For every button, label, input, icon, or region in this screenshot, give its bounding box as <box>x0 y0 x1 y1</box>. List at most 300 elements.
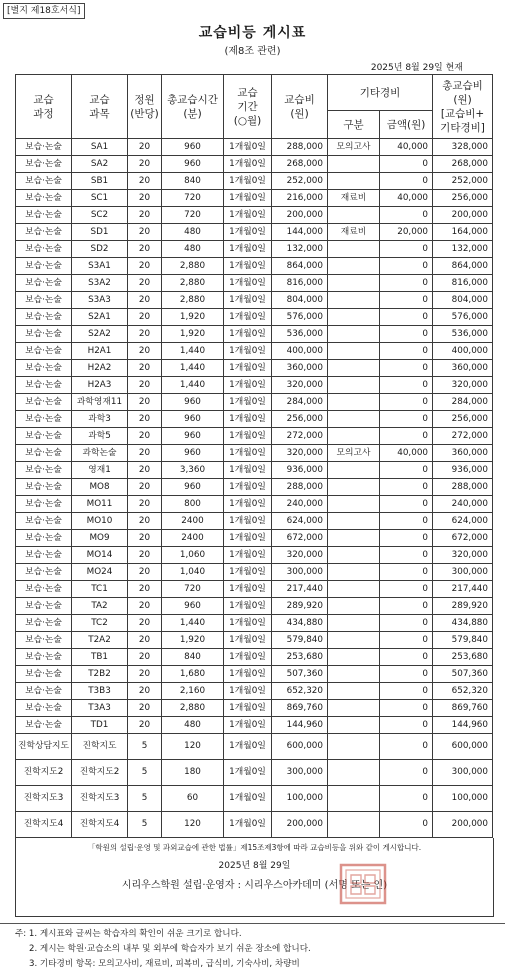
cell-subject: TC1 <box>72 581 128 598</box>
cell-capacity: 20 <box>128 411 162 428</box>
cell-total: 200,000 <box>433 812 493 838</box>
cell-period: 1개월0일 <box>224 717 272 734</box>
table-row <box>16 513 493 530</box>
cell-capacity: 20 <box>128 666 162 683</box>
table-row <box>16 224 493 241</box>
cell-fee: 200,000 <box>272 812 328 838</box>
cell-other-amount: 0 <box>380 683 433 700</box>
cell-total-time: 1,920 <box>162 326 224 343</box>
cell-other-amount: 0 <box>380 326 433 343</box>
cell-other-amount: 0 <box>380 734 433 760</box>
cell-other-type <box>328 615 380 632</box>
cell-other-type: 모의고사 <box>328 445 380 462</box>
cell-capacity: 20 <box>128 360 162 377</box>
table-row <box>16 411 493 428</box>
cell-fee: 869,760 <box>272 700 328 717</box>
cell-capacity: 20 <box>128 479 162 496</box>
cell-period: 1개월0일 <box>224 581 272 598</box>
cell-capacity: 20 <box>128 717 162 734</box>
cell-course: 보습·논술 <box>16 666 72 683</box>
table-row <box>16 615 493 632</box>
cell-subject: 진학지도4 <box>72 812 128 838</box>
cell-course: 보습·논술 <box>16 139 72 156</box>
cell-capacity: 20 <box>128 292 162 309</box>
cell-total-time: 800 <box>162 496 224 513</box>
cell-subject: MO24 <box>72 564 128 581</box>
cell-other-amount: 0 <box>380 632 433 649</box>
cell-other-amount: 0 <box>380 309 433 326</box>
cell-total: 652,320 <box>433 683 493 700</box>
cell-total: 672,000 <box>433 530 493 547</box>
cell-other-amount: 0 <box>380 598 433 615</box>
cell-total: 300,000 <box>433 564 493 581</box>
cell-total: 360,000 <box>433 445 493 462</box>
cell-other-type <box>328 649 380 666</box>
cell-total-time: 960 <box>162 445 224 462</box>
cell-other-type: 모의고사 <box>328 139 380 156</box>
table-row <box>16 292 493 309</box>
cell-other-amount: 0 <box>380 649 433 666</box>
signer-line: 시리우스학원 설립·운영자 : 시리우스아카데미 (서명 또는 인) <box>121 880 388 891</box>
cell-period: 1개월0일 <box>224 173 272 190</box>
cell-capacity: 20 <box>128 309 162 326</box>
cell-other-amount: 20,000 <box>380 224 433 241</box>
cell-total: 164,000 <box>433 224 493 241</box>
cell-total: 434,880 <box>433 615 493 632</box>
cell-total-time: 1,440 <box>162 360 224 377</box>
cell-total: 284,000 <box>433 394 493 411</box>
cell-other-amount: 40,000 <box>380 445 433 462</box>
cell-total: 579,840 <box>433 632 493 649</box>
cell-course: 보습·논술 <box>16 326 72 343</box>
cell-course: 진학지도3 <box>16 786 72 812</box>
table-row <box>16 700 493 717</box>
cell-period: 1개월0일 <box>224 812 272 838</box>
table-row <box>16 547 493 564</box>
cell-subject: 과학논술 <box>72 445 128 462</box>
cell-capacity: 5 <box>128 812 162 838</box>
cell-fee: 288,000 <box>272 139 328 156</box>
cell-total-time: 2,880 <box>162 275 224 292</box>
cell-total-time: 480 <box>162 717 224 734</box>
cell-other-amount: 0 <box>380 581 433 598</box>
cell-course: 보습·논술 <box>16 717 72 734</box>
cell-other-type <box>328 377 380 394</box>
cell-other-amount: 0 <box>380 360 433 377</box>
cell-fee: 672,000 <box>272 530 328 547</box>
fee-table-wrapper <box>15 74 492 838</box>
table-row <box>16 632 493 649</box>
note-3: 3. 기타경비 항목: 모의고사비, 재료비, 피복비, 급식비, 기숙사비, 차량비 <box>29 959 300 969</box>
cell-total-time: 2,160 <box>162 683 224 700</box>
cell-period: 1개월0일 <box>224 734 272 760</box>
cell-total: 144,960 <box>433 717 493 734</box>
cell-period: 1개월0일 <box>224 462 272 479</box>
cell-subject: 과학5 <box>72 428 128 445</box>
cell-subject: MO14 <box>72 547 128 564</box>
cell-capacity: 20 <box>128 598 162 615</box>
cell-other-amount: 0 <box>380 530 433 547</box>
cell-period: 1개월0일 <box>224 309 272 326</box>
cell-other-amount: 0 <box>380 513 433 530</box>
cell-total: 217,440 <box>433 581 493 598</box>
table-row <box>16 258 493 275</box>
cell-other-type <box>328 717 380 734</box>
cell-fee: 360,000 <box>272 360 328 377</box>
cell-total-time: 2400 <box>162 530 224 547</box>
cell-course: 보습·논술 <box>16 190 72 207</box>
cell-fee: 289,920 <box>272 598 328 615</box>
table-row <box>16 564 493 581</box>
table-row <box>16 496 493 513</box>
table-row <box>16 683 493 700</box>
cell-course: 보습·논술 <box>16 241 72 258</box>
cell-total: 240,000 <box>433 496 493 513</box>
cell-capacity: 20 <box>128 581 162 598</box>
header-capacity: 정원 (반당) <box>128 75 162 139</box>
cell-period: 1개월0일 <box>224 666 272 683</box>
cell-other-type <box>328 275 380 292</box>
cell-capacity: 20 <box>128 564 162 581</box>
cell-course: 보습·논술 <box>16 445 72 462</box>
cell-course: 보습·논술 <box>16 156 72 173</box>
divider <box>0 923 505 924</box>
cell-fee: 579,840 <box>272 632 328 649</box>
table-row <box>16 360 493 377</box>
cell-course: 보습·논술 <box>16 700 72 717</box>
cell-other-type <box>328 360 380 377</box>
cell-fee: 200,000 <box>272 207 328 224</box>
cell-total-time: 960 <box>162 479 224 496</box>
cell-total: 869,760 <box>433 700 493 717</box>
cell-capacity: 20 <box>128 326 162 343</box>
cell-course: 보습·논술 <box>16 411 72 428</box>
cell-subject: S3A2 <box>72 275 128 292</box>
cell-total-time: 480 <box>162 224 224 241</box>
cell-fee: 434,880 <box>272 615 328 632</box>
cell-total-time: 720 <box>162 207 224 224</box>
signature-block <box>15 838 494 917</box>
cell-period: 1개월0일 <box>224 513 272 530</box>
cell-other-amount: 0 <box>380 411 433 428</box>
cell-capacity: 20 <box>128 445 162 462</box>
cell-total-time: 2,880 <box>162 258 224 275</box>
cell-fee: 804,000 <box>272 292 328 309</box>
page-title: 교습비등 게시표 <box>198 25 307 41</box>
cell-period: 1개월0일 <box>224 275 272 292</box>
cell-other-amount: 40,000 <box>380 190 433 207</box>
header-period: 교습 기간 (○월) <box>224 75 272 139</box>
cell-other-type <box>328 496 380 513</box>
cell-subject: 과학3 <box>72 411 128 428</box>
cell-other-amount: 0 <box>380 812 433 838</box>
cell-other-type <box>328 173 380 190</box>
cell-period: 1개월0일 <box>224 564 272 581</box>
cell-other-amount: 0 <box>380 615 433 632</box>
cell-subject: 진학지도 <box>72 734 128 760</box>
cell-period: 1개월0일 <box>224 411 272 428</box>
cell-total-time: 840 <box>162 649 224 666</box>
cell-other-amount: 0 <box>380 564 433 581</box>
cell-course: 보습·논술 <box>16 394 72 411</box>
cell-fee: 576,000 <box>272 309 328 326</box>
cell-capacity: 20 <box>128 377 162 394</box>
cell-fee: 400,000 <box>272 343 328 360</box>
cell-subject: SA2 <box>72 156 128 173</box>
cell-fee: 864,000 <box>272 258 328 275</box>
cell-period: 1개월0일 <box>224 428 272 445</box>
cell-course: 보습·논술 <box>16 377 72 394</box>
cell-fee: 624,000 <box>272 513 328 530</box>
cell-period: 1개월0일 <box>224 139 272 156</box>
cell-total: 132,000 <box>433 241 493 258</box>
cell-subject: S3A3 <box>72 292 128 309</box>
cell-capacity: 20 <box>128 428 162 445</box>
cell-fee: 132,000 <box>272 241 328 258</box>
table-row <box>16 462 493 479</box>
cell-other-type: 재료비 <box>328 224 380 241</box>
table-row <box>16 343 493 360</box>
cell-total-time: 3,360 <box>162 462 224 479</box>
cell-capacity: 20 <box>128 530 162 547</box>
table-row <box>16 760 493 786</box>
cell-other-type <box>328 786 380 812</box>
cell-period: 1개월0일 <box>224 649 272 666</box>
cell-total: 320,000 <box>433 547 493 564</box>
cell-period: 1개월0일 <box>224 615 272 632</box>
cell-fee: 217,440 <box>272 581 328 598</box>
cell-period: 1개월0일 <box>224 479 272 496</box>
cell-course: 보습·논술 <box>16 632 72 649</box>
table-row <box>16 326 493 343</box>
cell-fee: 600,000 <box>272 734 328 760</box>
cell-other-type <box>328 581 380 598</box>
cell-subject: SB1 <box>72 173 128 190</box>
cell-subject: S2A2 <box>72 326 128 343</box>
cell-capacity: 20 <box>128 649 162 666</box>
cell-other-amount: 0 <box>380 394 433 411</box>
note-1: 주: 1. 게시표와 글씨는 학습자의 확인이 쉬운 크기로 합니다. <box>15 929 242 939</box>
cell-other-type <box>328 462 380 479</box>
cell-other-amount: 0 <box>380 462 433 479</box>
cell-other-amount: 0 <box>380 207 433 224</box>
cell-period: 1개월0일 <box>224 394 272 411</box>
cell-period: 1개월0일 <box>224 224 272 241</box>
cell-fee: 300,000 <box>272 760 328 786</box>
cell-other-amount: 0 <box>380 173 433 190</box>
cell-subject: S3A1 <box>72 258 128 275</box>
cell-fee: 144,960 <box>272 717 328 734</box>
cell-total-time: 2,880 <box>162 292 224 309</box>
cell-total-time: 120 <box>162 734 224 760</box>
cell-subject: SD1 <box>72 224 128 241</box>
cell-period: 1개월0일 <box>224 156 272 173</box>
table-row <box>16 428 493 445</box>
cell-other-type <box>328 598 380 615</box>
cell-total-time: 960 <box>162 428 224 445</box>
cell-total-time: 960 <box>162 411 224 428</box>
cell-capacity: 20 <box>128 258 162 275</box>
cell-course: 보습·논술 <box>16 530 72 547</box>
cell-subject: MO10 <box>72 513 128 530</box>
cell-total: 507,360 <box>433 666 493 683</box>
cell-other-amount: 0 <box>380 547 433 564</box>
cell-other-type <box>328 632 380 649</box>
cell-other-amount: 0 <box>380 241 433 258</box>
cell-total-time: 840 <box>162 173 224 190</box>
page-subtitle: (제8조 관련) <box>224 46 281 57</box>
cell-total: 816,000 <box>433 275 493 292</box>
cell-capacity: 20 <box>128 139 162 156</box>
cell-capacity: 20 <box>128 241 162 258</box>
cell-period: 1개월0일 <box>224 292 272 309</box>
cell-subject: MO9 <box>72 530 128 547</box>
cell-total-time: 180 <box>162 760 224 786</box>
cell-capacity: 20 <box>128 683 162 700</box>
cell-capacity: 5 <box>128 734 162 760</box>
cell-fee: 144,000 <box>272 224 328 241</box>
cell-total-time: 2400 <box>162 513 224 530</box>
cell-period: 1개월0일 <box>224 343 272 360</box>
cell-other-type <box>328 411 380 428</box>
cell-capacity: 20 <box>128 496 162 513</box>
cell-other-type <box>328 241 380 258</box>
cell-other-type <box>328 530 380 547</box>
cell-capacity: 5 <box>128 760 162 786</box>
cell-fee: 507,360 <box>272 666 328 683</box>
cell-subject: TD1 <box>72 717 128 734</box>
notes-section <box>15 927 492 972</box>
cell-capacity: 20 <box>128 343 162 360</box>
cell-other-amount: 0 <box>380 377 433 394</box>
cell-course: 보습·논술 <box>16 309 72 326</box>
cell-other-type <box>328 326 380 343</box>
cell-fee: 253,680 <box>272 649 328 666</box>
cell-total: 256,000 <box>433 411 493 428</box>
cell-other-type <box>328 292 380 309</box>
cell-fee: 240,000 <box>272 496 328 513</box>
cell-period: 1개월0일 <box>224 326 272 343</box>
cell-total-time: 120 <box>162 812 224 838</box>
cell-total-time: 1,040 <box>162 564 224 581</box>
cell-period: 1개월0일 <box>224 207 272 224</box>
cell-subject: H2A2 <box>72 360 128 377</box>
cell-other-type <box>328 564 380 581</box>
cell-period: 1개월0일 <box>224 241 272 258</box>
cell-subject: 영재1 <box>72 462 128 479</box>
cell-period: 1개월0일 <box>224 547 272 564</box>
cell-subject: MO8 <box>72 479 128 496</box>
cell-period: 1개월0일 <box>224 258 272 275</box>
cell-capacity: 20 <box>128 190 162 207</box>
cell-capacity: 20 <box>128 547 162 564</box>
cell-other-amount: 0 <box>380 717 433 734</box>
cell-total-time: 60 <box>162 786 224 812</box>
table-row <box>16 139 493 156</box>
cell-other-type <box>328 428 380 445</box>
cell-subject: 진학지도2 <box>72 760 128 786</box>
cell-total-time: 480 <box>162 241 224 258</box>
cell-total: 200,000 <box>433 207 493 224</box>
cell-course: 보습·논술 <box>16 581 72 598</box>
cell-other-type <box>328 812 380 838</box>
cell-course: 보습·논술 <box>16 547 72 564</box>
cell-capacity: 20 <box>128 462 162 479</box>
note-2: 2. 게시는 학원·교습소의 내부 및 외부에 학습자가 보기 쉬운 장소에 합니다. <box>29 944 311 954</box>
cell-fee: 268,000 <box>272 156 328 173</box>
cell-course: 보습·논술 <box>16 479 72 496</box>
cell-total: 320,000 <box>433 377 493 394</box>
seal-border <box>341 865 385 903</box>
signature-date: 2025년 8월 29일 <box>218 861 291 871</box>
cell-total: 256,000 <box>433 190 493 207</box>
cell-fee: 300,000 <box>272 564 328 581</box>
cell-other-amount: 0 <box>380 786 433 812</box>
table-row <box>16 734 493 760</box>
cell-other-type <box>328 513 380 530</box>
cell-other-type <box>328 683 380 700</box>
cell-other-type <box>328 258 380 275</box>
cell-subject: 진학지도3 <box>72 786 128 812</box>
cell-other-type: 재료비 <box>328 190 380 207</box>
cell-fee: 320,000 <box>272 445 328 462</box>
cell-capacity: 20 <box>128 207 162 224</box>
cell-course: 보습·논술 <box>16 513 72 530</box>
cell-period: 1개월0일 <box>224 700 272 717</box>
cell-subject: H2A3 <box>72 377 128 394</box>
cell-total: 253,680 <box>433 649 493 666</box>
cell-subject: T3A3 <box>72 700 128 717</box>
cell-total-time: 1,440 <box>162 615 224 632</box>
cell-other-type <box>328 760 380 786</box>
cell-fee: 816,000 <box>272 275 328 292</box>
cell-fee: 320,000 <box>272 547 328 564</box>
cell-capacity: 20 <box>128 394 162 411</box>
cell-total: 328,000 <box>433 139 493 156</box>
cell-subject: T2A2 <box>72 632 128 649</box>
law-note: 「학원의 설립·운영 및 과외교습에 관한 법률」제15조제3항에 따라 교습비등을 위와 같이 게시합니다. <box>87 843 422 852</box>
cell-subject: T3B3 <box>72 683 128 700</box>
cell-other-amount: 0 <box>380 496 433 513</box>
cell-course: 진학상담지도 <box>16 734 72 760</box>
cell-other-amount: 0 <box>380 479 433 496</box>
cell-course: 보습·논술 <box>16 649 72 666</box>
cell-subject: 과학영재11 <box>72 394 128 411</box>
cell-subject: TA2 <box>72 598 128 615</box>
cell-course: 보습·논술 <box>16 564 72 581</box>
table-row <box>16 377 493 394</box>
cell-other-type <box>328 666 380 683</box>
table-row <box>16 717 493 734</box>
cell-fee: 252,000 <box>272 173 328 190</box>
cell-period: 1개월0일 <box>224 632 272 649</box>
header-other-expenses: 기타경비 <box>328 75 433 111</box>
cell-other-amount: 0 <box>380 156 433 173</box>
cell-capacity: 20 <box>128 700 162 717</box>
cell-total-time: 960 <box>162 394 224 411</box>
cell-total: 936,000 <box>433 462 493 479</box>
header-other-amount: 금액(원) <box>380 111 433 139</box>
cell-subject: S2A1 <box>72 309 128 326</box>
form-number-tag: [별지 제18호서식] <box>3 3 85 19</box>
cell-total: 100,000 <box>433 786 493 812</box>
table-row <box>16 309 493 326</box>
table-row <box>16 812 493 838</box>
cell-subject: SA1 <box>72 139 128 156</box>
cell-other-type <box>328 394 380 411</box>
cell-total: 864,000 <box>433 258 493 275</box>
header-course: 교습 과정 <box>16 75 72 139</box>
